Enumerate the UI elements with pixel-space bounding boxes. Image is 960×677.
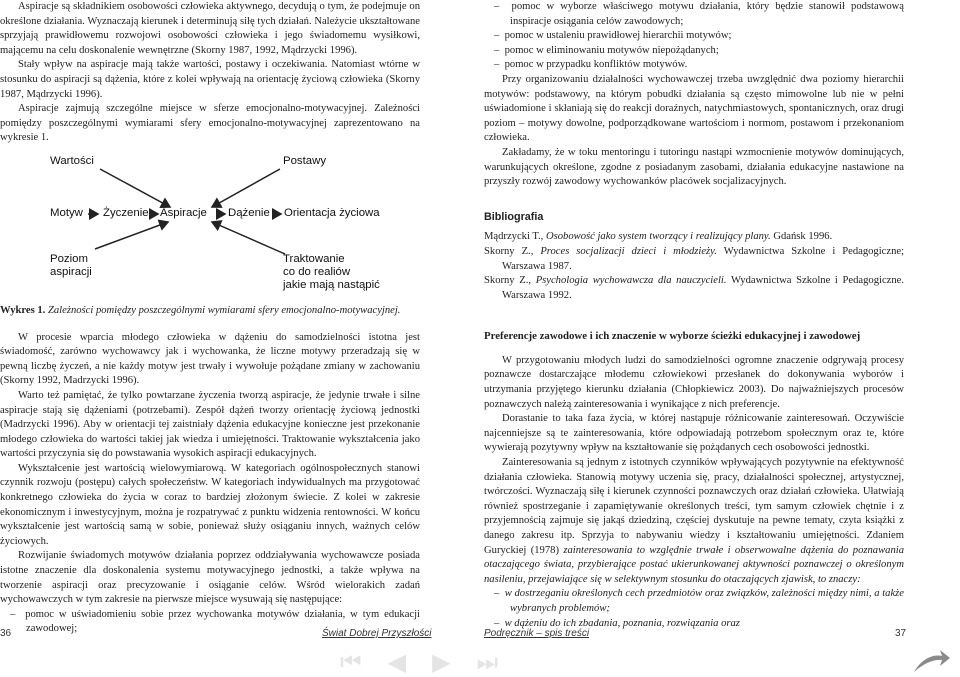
left-column <box>0 0 420 637</box>
label-attitudes: Postawy <box>283 154 327 167</box>
arrow-reality-to-aspirations <box>212 222 285 254</box>
paragraph: Zakładamy, że w toku mentoringu i tutoringu nastąpi wzmocnienie motywów dominujących, warunkujących określone, zgodne z posiadanym zasobami, działania edukacyjne nastawione na przyszły rozwój zawodowy wychowanków placówek socjalizacyjnych. <box>484 146 904 188</box>
page-number-right: 37 <box>895 628 907 639</box>
list-item: – pomoc w ustaleniu prawidłowej hierarchii motywów; <box>494 30 732 42</box>
list-item: – pomoc w uświadomieniu sobie przez wychowanka motywów działania, w tym edukacji zawodowej; <box>10 608 421 635</box>
paragraph: Aspiracje są składnikiem osobowości człowieka aktywnego, decydują o tym, że podejmuje on określone działania. Wyznaczają kierunek i determinują siłę tych działań. Należycie ukształtowane sprzyjają prawidłowemu rozwojowi osobowości człowieka i jego świadomemu wysiłkowi, mającemu na celu doskonalenie wewnętrzne (Skorny 1987, 1992, Mądrzycki 1996). <box>0 1 420 56</box>
bibliography-entry: Skorny Z., Psychologia wychowawcza dla nauczycieli. Wydawnictwa Szkolne i Pedagogiczne. Warszawa 1992. <box>484 275 905 301</box>
prev-page-icon[interactable]: ◀ <box>387 650 433 676</box>
label-life-orientation: Orientacja życiowa <box>284 206 380 219</box>
list-item: – pomoc w przypadku konfliktów motywów. <box>494 59 688 71</box>
last-page-icon[interactable]: ⏭ <box>476 650 525 676</box>
paragraph: Przy organizowaniu działalności wychowawczej trzeba uwzględnić dwa poziomy hierarchii motywów: podstawowy, na którym pobudki działania są często mimowolne lub nie w pełni uświadomione i skłaniają się do reakcji doraźnych, natychmiastowych, spontanicznych, oraz drugi poziom – motywy dowolne, podporządkowane wartościom i normom, postawom i przekonaniom człowieka. <box>484 73 904 144</box>
paragraph: Dorastanie to taka faza życia, w której nastąpuje różnicowanie zainteresowań. Oczywiście najcenniejsze są te zainteresowania, które odpowiadają potrzebom społecznym oraz te, które wywierają pozytywny wpływ na kształtowanie się pożądanych cech osobowości jednostki. <box>484 413 904 454</box>
paragraph: W przygotowaniu młodych ludzi do samodzielności ogromne znaczenie odgrywają procesy poznawcze dostarczające młodemu człowiekowi przesłanek do dokonywania wyborów i utrzymania przyjętego kierunku działania (Chłopkiewicz 2003). Do najważniejszych procesów poznawczych należą zainteresowania i wynikające z nich preferencje. <box>484 354 904 410</box>
paragraph: Aspiracje zajmują szczególne miejsce w sferze emocjonalno-motywacyjnej. Zależności pomiędzy poszczególnymi wymiarami sfery emocjonalno-motywacyjnej zaprezentowano na wykresie 1. <box>0 103 420 144</box>
list-item: – pomoc w eliminowaniu motywów niepożądanych; <box>494 44 719 56</box>
paragraph: Warto też pamiętać, że tylko powtarzane życzenia tworzą aspiracje, że jedynie trwałe i silne aspiracje stają się dążeniami (potrzebami). Zespół dążeń tworzy orientację życiową jednostki (Madrzycki 1996). Aby w orientacji tej zaistniały dążenia edukacyjne konieczne jest przekonanie młodego człowieka do wartości takiej jak wiedza i umiejętności. Traktowanie wykształcenia jako wartości przyczynia się do powstawania wysokich aspiracji edukacyjnych. <box>0 389 420 460</box>
caption-text: Zależności pomiędzy poszczególnymi wymiarami sfery emocjonalno-motywacyjnej. <box>47 304 401 316</box>
bibliography-entry: Skorny Z., Proces socjalizacji dzieci i młodzieży. Wydawnictwa Szkolne i Pedagogiczne; Warszawa 1987. <box>484 245 905 272</box>
link-swiat-dobrej-przyszlosci[interactable]: Świat Dobrej Przyszłości <box>322 628 432 639</box>
label-treatment-2: co do realiów <box>283 265 351 278</box>
figure-caption <box>0 304 420 319</box>
label-aspiration-level-1: Poziom <box>50 252 88 265</box>
label-aspiration-level-2: aspiracji <box>50 265 92 278</box>
link-table-of-contents[interactable]: Podręcznik – spis treści <box>484 628 590 639</box>
bibliography-entry: Mądrzycki T., Osobowość jako system tworzący i realizujący plany. Gdańsk 1996. <box>484 231 833 243</box>
label-striving: Dążenie <box>228 206 270 219</box>
label-treatment-1: Traktowanie <box>283 252 345 265</box>
list-item: – w dążeniu do ich zbadania, poznania, rozwiązania oraz <box>494 617 740 629</box>
arrow-attitudes-to-aspirations <box>212 169 280 207</box>
label-motive: Motyw <box>50 206 83 219</box>
list-item: – pomoc w wyborze właściwego motywu działania, który będzie stanowił podstawową inspiracje osiągania celów zawodowych; <box>494 1 904 27</box>
paragraph: Zainteresowania są jednym z istotnych czynników wpływających pozytywnie na efektywność działania człowieka. Stanowią motywy uczenia się, pracy, działalności społecznej, artystycznej, twórczości. Wyznaczają siłę i kierunek czynności poznawczych oraz działań człowieka. Ułatwiają również spostrzeganie i zapamiętywanie określonych treści, tym samym człowiek chętnie i z przyjemnością zajmuje się jakąś dziedziną, częściej dyskutuje na pewne tematy, czyta książki z danego zakresu itp. Sprzyja to nabywaniu wiedzy i kształtowaniu umiejętności. Zdaniem Guryckiej (1978) zainteresowania to względnie trwałe i obserwowalne dążenia do poznawania otaczającego świata, przybierające postać ukierunkowanej aktywności poznawczej o określonym nasileniu, przejawiające się w selektywnym stosunku do otaczających zjawisk, to znaczy: <box>484 457 904 585</box>
page-nav-buttons <box>340 648 524 677</box>
page-number-left: 36 <box>0 628 12 639</box>
caption-label: Wykres 1. <box>0 304 46 316</box>
label-aspirations: Aspiracje <box>160 206 207 219</box>
arrow-level-to-aspirations <box>95 222 168 249</box>
paragraph: Wykształcenie jest wartością wielowymiarową. W kategoriach ogólnospołecznych stanowi czynnik rozwoju (postępu) całych społeczeństw. W kategoriach indywidualnych ma przygotować konkretnego człowieka do życia w coraz to bardziej złożonym świecie. Z kolei w zakresie ekonomicznym i inwestycyjnym, można je rozpatrywać z punktu widzenia rentowności. W końcu wykształcenie jest wartością samą w sobie, ponieważ służy osiąganiu innych, ważnych celów życiowych. <box>0 462 420 547</box>
paragraph: Stały wpływ na aspiracje mają także wartości, postawy i oczekiwania. Natomiast wtórne w stosunku do aspiracji są dążenia, które z kolei wpływają na orientację życiową człowieka (Skorny 1987, Mądrzycki 1996). <box>0 59 420 100</box>
bibliography-heading: Bibliografia <box>484 210 544 223</box>
section-heading: Preferencje zawodowe i ich znaczenie w wyborze ścieżki edukacyjnej i zawodowej <box>484 330 861 343</box>
right-column <box>484 0 904 631</box>
first-page-icon[interactable]: ⏮ <box>340 650 388 676</box>
paragraph: Rozwijanie świadomych motywów działania poprzez oddziaływania wychowawcze posiada istotne znaczenie dla doskonalenia systemu motywacyjnego jednostki, a także wpływa na tworzenie aspiracji oraz precyzowanie i osiąganie celów. Wśród wielorakich zadań wychowawczych w tym zakresie na pierwsze miejsce wysuwają się następujące: <box>0 550 420 606</box>
paragraph: W procesie wparcia młodego człowieka w dążeniu do samodzielności istotna jest świadomość, zarówno wychowawcy jak i wychowanka, że liczne motywy przeradzają się w pewną liczbę życzeń, a nie każdy motyw jest trwały i wywołuje pożądane zmiany w zachowaniu (Skorny 1992, Madrzycki 1996). <box>0 331 420 387</box>
next-page-icon[interactable]: ▶ <box>432 650 477 676</box>
motivation-diagram <box>0 149 420 299</box>
list-item: – w dostrzeganiu określonych cech przedmiotów oraz związków, zależności między nimi, a także wybranych problemów; <box>494 588 904 614</box>
page-curl-arrow-icon[interactable] <box>912 648 952 674</box>
label-treatment-3: jakie mają nastąpić <box>283 278 380 291</box>
label-wish: Życzenie <box>103 206 149 219</box>
label-values: Wartości <box>50 154 94 167</box>
arrow-values-to-aspirations <box>100 169 170 207</box>
